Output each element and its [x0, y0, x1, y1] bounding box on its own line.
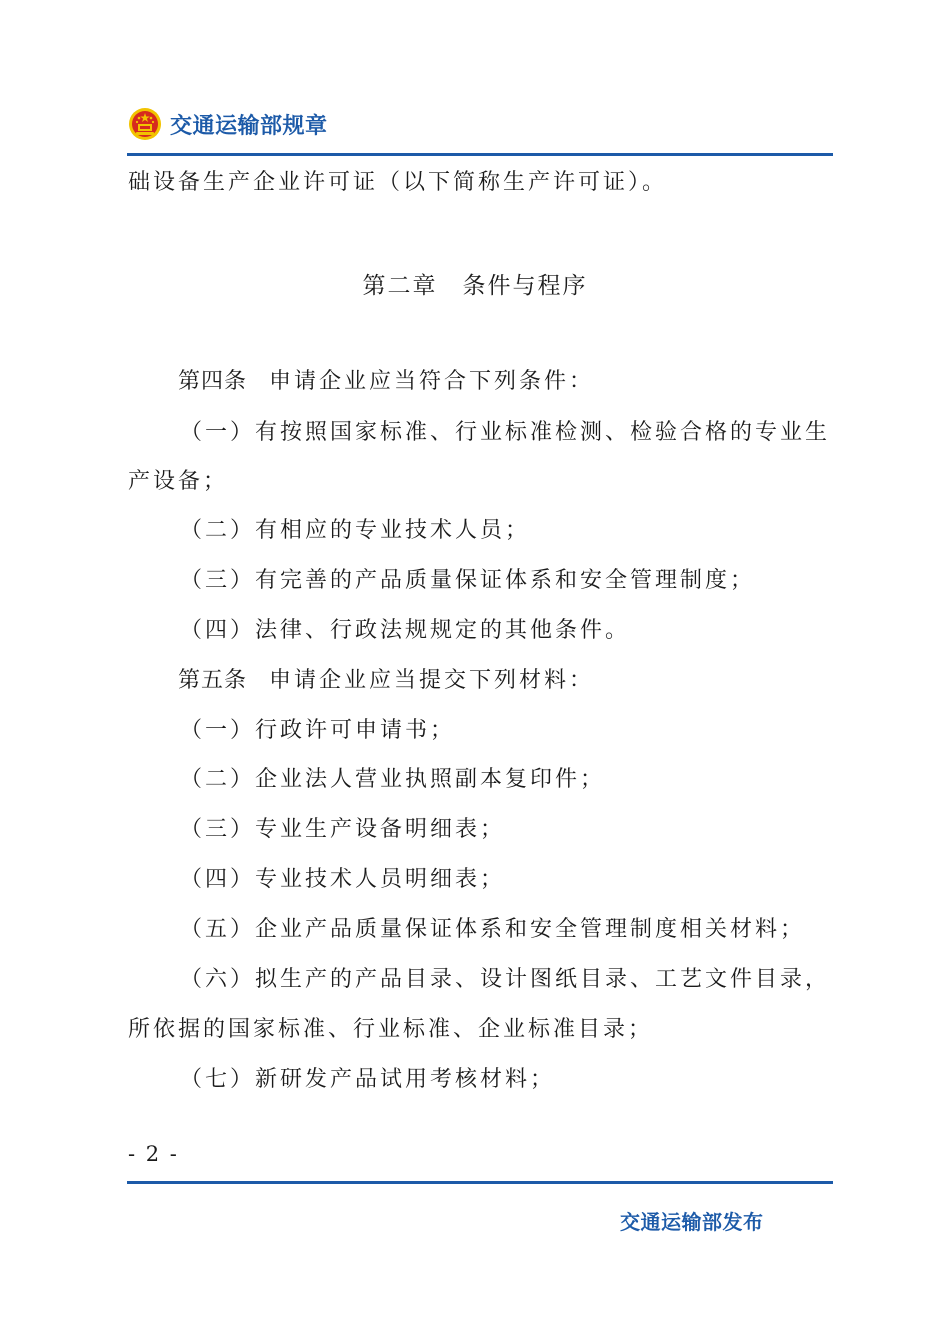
chapter-title: 第二章 条件与程序	[362, 273, 588, 299]
text-line: （二）企业法人营业执照副本复印件；	[180, 767, 606, 792]
text-line: （七）新研发产品试用考核材料；	[180, 1067, 556, 1092]
header-divider	[127, 153, 833, 156]
text-line: （一）行政许可申请书；	[180, 718, 456, 743]
header	[128, 102, 328, 146]
text-line: （六）拟生产的产品目录、设计图纸目录、工艺文件目录，	[180, 967, 831, 992]
text-line: 产设备；	[128, 469, 229, 494]
text-line: （四）法律、行政法规规定的其他条件。	[180, 618, 631, 643]
footer-divider	[127, 1181, 833, 1184]
text-line: （四）专业技术人员明细表；	[180, 867, 506, 892]
article-5	[178, 666, 594, 696]
text-line: （三）专业生产设备明细表；	[180, 817, 506, 842]
text-line: 所依据的国家标准、行业标准、企业标准目录；	[128, 1017, 654, 1042]
text-line: （三）有完善的产品质量保证体系和安全管理制度；	[180, 568, 756, 593]
article-4-text: 申请企业应当符合下列条件：	[269, 369, 595, 394]
header-title: 交通运输部规章	[170, 113, 328, 139]
text-line: （一）有按照国家标准、行业标准检测、检验合格的专业生	[180, 420, 831, 445]
page-number: - 2 -	[128, 1142, 179, 1166]
article-4	[178, 367, 594, 397]
footer-publisher: 交通运输部发布	[620, 1210, 764, 1234]
national-emblem-icon	[128, 107, 162, 141]
article-5-text: 申请企业应当提交下列材料：	[269, 668, 595, 693]
article-5-heading: 第五条	[178, 668, 248, 693]
article-4-heading: 第四条	[178, 369, 248, 394]
text-line: （二）有相应的专业技术人员；	[180, 518, 531, 543]
text-line: 础设备生产企业许可证（以下简称生产许可证）。	[128, 170, 668, 195]
text-line: （五）企业产品质量保证体系和安全管理制度相关材料；	[180, 917, 806, 942]
